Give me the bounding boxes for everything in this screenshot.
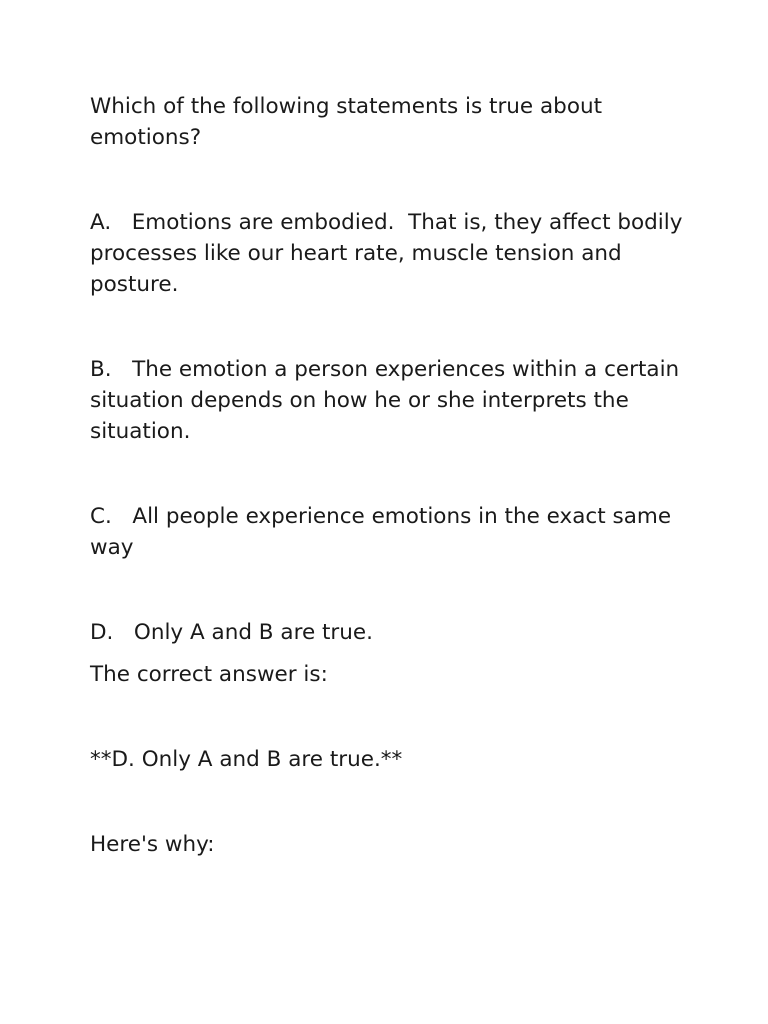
option-b xyxy=(90,354,690,447)
option-a-text: Emotions are embodied. That is, they affect bodily processes like our heart rate, muscle tension and posture. xyxy=(90,210,690,297)
explanation-intro: Here's why: xyxy=(90,832,215,857)
option-d-letter: D. xyxy=(90,620,114,645)
option-c-text: All people experience emotions in the exact same way xyxy=(90,504,678,560)
option-b-text: The emotion a person experiences within a certain situation depends on how he or she interprets the situation. xyxy=(90,357,687,444)
correct-answer: **D. Only A and B are true.** xyxy=(90,747,403,772)
option-d xyxy=(90,617,690,648)
option-b-letter: B. xyxy=(90,357,112,382)
document-page xyxy=(90,91,690,860)
option-a xyxy=(90,207,690,300)
option-c-letter: C. xyxy=(90,504,112,529)
option-c xyxy=(90,501,690,563)
answer-intro: The correct answer is: xyxy=(90,662,328,687)
option-a-letter: A. xyxy=(90,210,112,235)
question-text: Which of the following statements is true about emotions? xyxy=(90,94,609,150)
option-d-text: Only A and B are true. xyxy=(133,620,373,645)
